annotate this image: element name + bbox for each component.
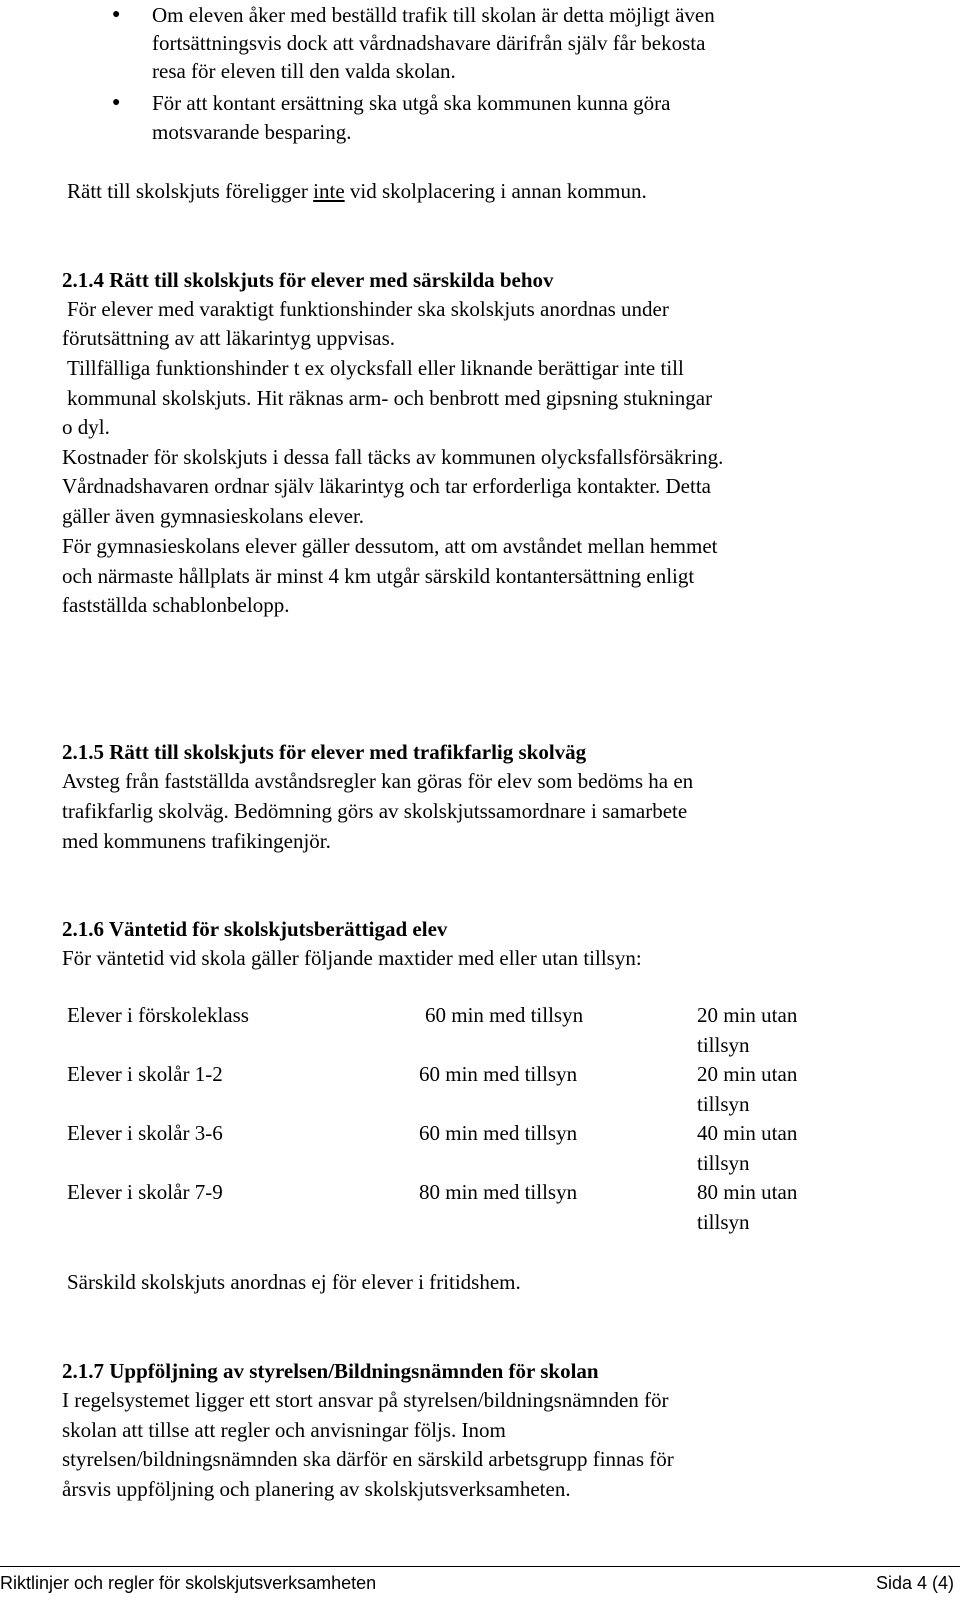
section-2-1-7-line: I regelsystemet ligger ett stort ansvar på styrelsen/bildningsnämnden för <box>62 1388 669 1412</box>
table-cell-without-supervision: 20 min utan tillsyn <box>697 1062 798 1116</box>
section-2-1-5-line: med kommunens trafikingenjör. <box>62 829 331 853</box>
section-2-1-7-line: styrelsen/bildningsnämnden ska därför en särskild arbetsgrupp finnas för <box>62 1447 674 1471</box>
section-2-1-4-line: För gymnasieskolans elever gäller dessutom, att om avståndet mellan hemmet <box>62 534 718 558</box>
section-2-1-4-line: För elever med varaktigt funktionshinder ska skolskjuts anordnas under <box>67 297 669 321</box>
footer-document-title: Riktlinjer och regler för skolskjutsverksamheten <box>0 1573 377 1593</box>
bullet-1-line-1: Om eleven åker med beställd trafik till skolan är detta möjligt även <box>152 3 715 27</box>
bullet-1-line-2: fortsättningsvis dock att vårdnadshavare därifrån själv får bekosta <box>152 31 706 55</box>
table-cell-group: Elever i förskoleklass <box>67 1003 249 1027</box>
section-2-1-4-line: kommunal skolskjuts. Hit räknas arm- och benbrott med gipsning stukningar <box>67 386 713 410</box>
section-2-1-4-heading: 2.1.4 Rätt till skolskjuts för elever med särskilda behov <box>62 268 554 292</box>
section-2-1-7-heading: 2.1.7 Uppföljning av styrelsen/Bildningsnämnden för skolan <box>62 1359 599 1383</box>
section-2-1-6-heading: 2.1.6 Väntetid för skolskjutsberättigad elev <box>62 917 448 941</box>
bullet-2-line-1: För att kontant ersättning ska utgå ska kommunen kunna göra <box>152 91 671 115</box>
intro-text-before: Rätt till skolskjuts föreligger <box>67 179 314 203</box>
section-2-1-4-line: Tillfälliga funktionshinder t ex olycksfall eller liknande berättigar inte till <box>67 356 684 380</box>
section-2-1-4-line: fastställda schablonbelopp. <box>62 593 290 617</box>
table-cell-without-supervision: 20 min utan tillsyn <box>697 1003 798 1057</box>
intro-text-after: vid skolplacering i annan kommun. <box>344 179 647 203</box>
section-2-1-5-line: Avsteg från fastställda avståndsregler kan göras för elev som bedöms ha en <box>62 769 694 793</box>
intro-paragraph <box>67 176 647 206</box>
table-row <box>67 1059 867 1119</box>
section-2-1-4-line: förutsättning av att läkarintyg uppvisas. <box>62 326 396 350</box>
table-cell-group: Elever i skolår 1-2 <box>67 1062 223 1086</box>
section-2-1-5-line: trafikfarlig skolväg. Bedömning görs av skolskjutssamordnare i samarbete <box>62 799 688 823</box>
section-2-1-6-intro: För väntetid vid skola gäller följande maxtider med eller utan tillsyn: <box>62 946 642 970</box>
section-2-1-4-line: gäller även gymnasieskolans elever. <box>62 504 365 528</box>
section-2-1-4-line: o dyl. <box>62 415 110 439</box>
table-row <box>67 1000 867 1060</box>
table-row <box>67 1177 867 1237</box>
table-cell-with-supervision: 60 min med tillsyn <box>425 1003 584 1027</box>
section-2-1-4-line: Vårdnadshavaren ordnar själv läkarintyg och tar erforderliga kontakter. Detta <box>62 474 711 498</box>
table-cell-with-supervision: 60 min med tillsyn <box>419 1121 578 1145</box>
section-2-1-4-line: Kostnader för skolskjuts i dessa fall täcks av kommunen olycksfallsförsäkring. <box>62 445 724 469</box>
intro-text-underlined: inte <box>313 179 345 203</box>
section-2-1-4-line: och närmaste hållplats är minst 4 km utgår särskild kontantersättning enligt <box>62 564 695 588</box>
bullet-dot: ● <box>112 95 121 110</box>
table-row <box>67 1118 867 1178</box>
bullet-1-line-3: resa för eleven till den valda skolan. <box>152 59 456 83</box>
table-cell-with-supervision: 60 min med tillsyn <box>419 1062 578 1086</box>
footer-page-number: Sida 4 (4) <box>875 1573 954 1593</box>
table-cell-group: Elever i skolår 3-6 <box>67 1121 223 1145</box>
section-2-1-5-heading: 2.1.5 Rätt till skolskjuts för elever med trafikfarlig skolväg <box>62 740 587 764</box>
table-cell-group: Elever i skolår 7-9 <box>67 1180 223 1204</box>
section-2-1-7-line: årsvis uppföljning och planering av skolskjutsverksamheten. <box>62 1477 571 1501</box>
table-cell-without-supervision: 80 min utan tillsyn <box>697 1180 798 1234</box>
table-cell-with-supervision: 80 min med tillsyn <box>419 1180 578 1204</box>
section-2-1-6-note: Särskild skolskjuts anordnas ej för elever i fritidshem. <box>67 1270 521 1294</box>
bullet-2-line-2: motsvarande besparing. <box>152 120 352 144</box>
table-cell-without-supervision: 40 min utan tillsyn <box>697 1121 798 1175</box>
bullet-dot: ● <box>112 7 121 22</box>
section-2-1-7-line: skolan att tillse att regler och anvisningar följs. Inom <box>62 1418 506 1442</box>
footer-rule <box>0 1566 960 1567</box>
